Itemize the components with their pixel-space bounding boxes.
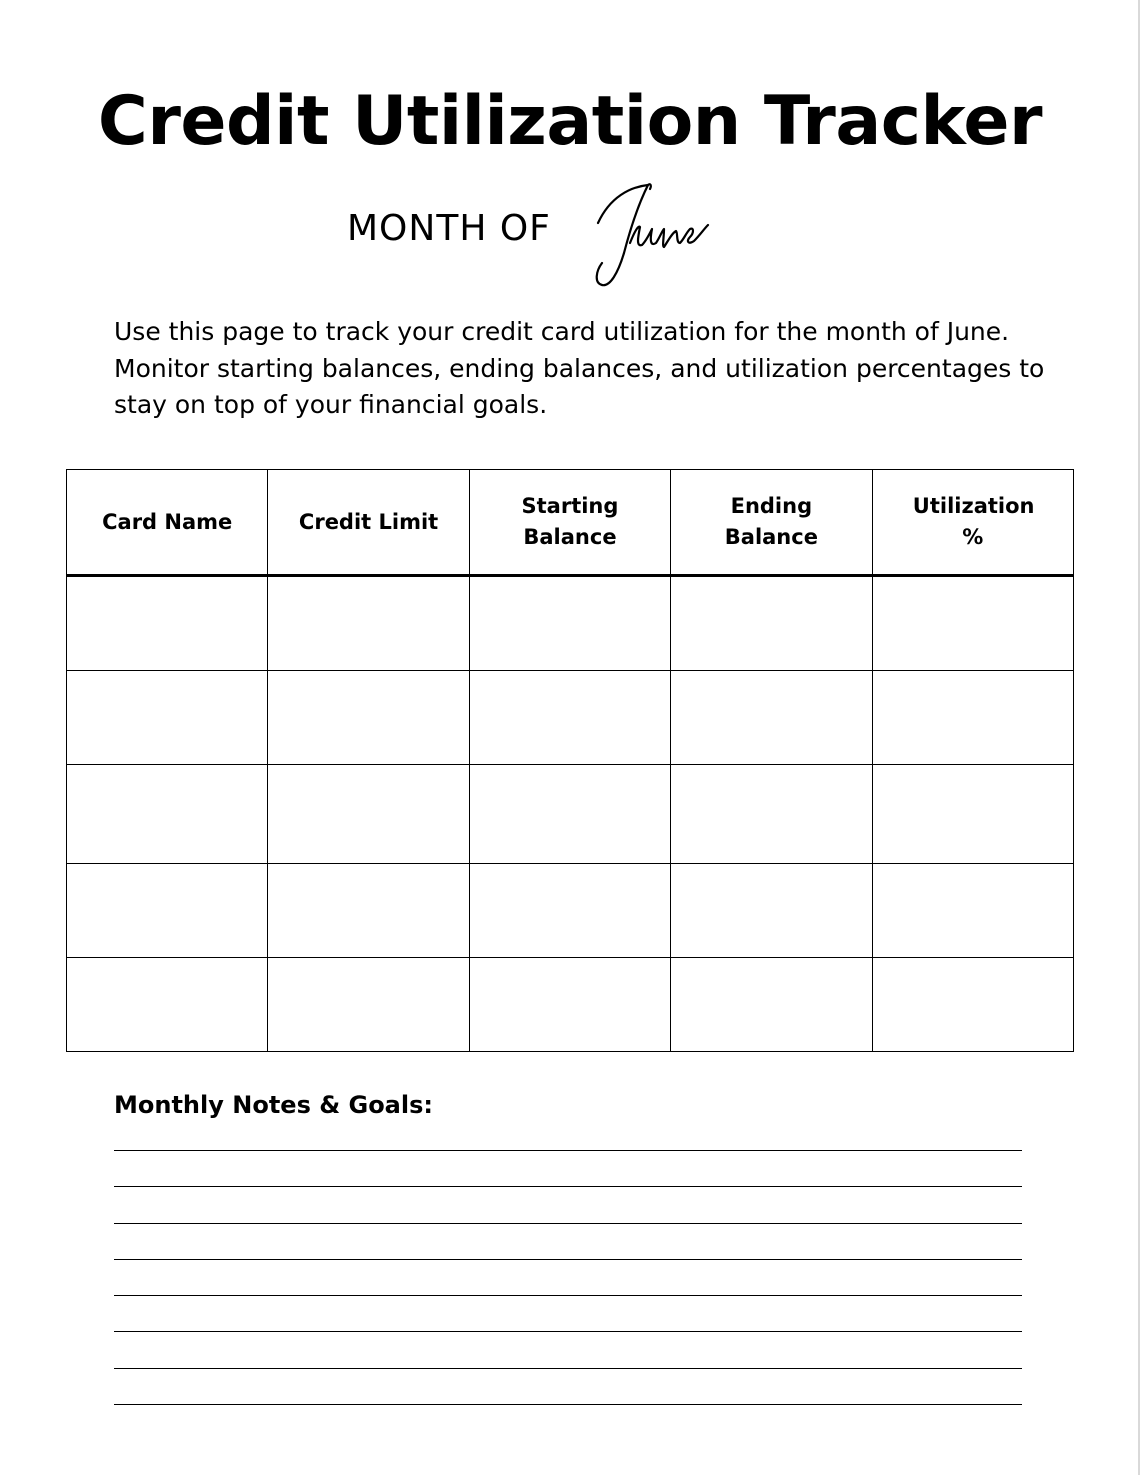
table-cell[interactable]: [469, 576, 670, 671]
table-cell[interactable]: [469, 958, 670, 1052]
month-heading: [0, 175, 1140, 295]
header-utilization: Utilization %: [872, 470, 1073, 576]
table-cell[interactable]: [268, 958, 469, 1052]
table-cell[interactable]: [268, 765, 469, 864]
table-cell[interactable]: [67, 765, 268, 864]
intro-paragraph: Use this page to track your credit card utilization for the month of June. Monitor starting balances, ending balances, and utilization percentages to stay on top of your financial goals.: [114, 317, 1045, 419]
table-cell[interactable]: [671, 958, 872, 1052]
utilization-table: [66, 469, 1074, 1052]
table-row: [67, 576, 1074, 671]
table-cell[interactable]: [268, 671, 469, 765]
notes-heading: Monthly Notes & Goals:: [114, 1091, 433, 1119]
month-label: MONTH OF: [347, 208, 551, 249]
table-row: [67, 864, 1074, 958]
table-cell[interactable]: [872, 958, 1073, 1052]
table-cell[interactable]: [671, 576, 872, 671]
table-cell[interactable]: [671, 864, 872, 958]
table-cell[interactable]: [872, 864, 1073, 958]
table-row: [67, 958, 1074, 1052]
header-credit-limit: Credit Limit: [268, 470, 469, 576]
header-ending-balance: Ending Balance: [671, 470, 872, 576]
table-cell[interactable]: [872, 576, 1073, 671]
page-title: Credit Utilization Tracker: [97, 82, 1043, 161]
table-row: [67, 671, 1074, 765]
note-line[interactable]: [114, 1368, 1022, 1404]
table-cell[interactable]: [671, 671, 872, 765]
header-card-name: Card Name: [67, 470, 268, 576]
table-cell[interactable]: [268, 864, 469, 958]
note-line[interactable]: [114, 1223, 1022, 1259]
table-cell[interactable]: [268, 576, 469, 671]
table-cell[interactable]: [67, 576, 268, 671]
table-cell[interactable]: [67, 864, 268, 958]
note-line[interactable]: [114, 1150, 1022, 1186]
table-cell[interactable]: [469, 765, 670, 864]
notes-lines: [114, 1150, 1022, 1440]
note-line[interactable]: [114, 1331, 1022, 1367]
table-cell[interactable]: [67, 671, 268, 765]
note-line[interactable]: [114, 1295, 1022, 1331]
table-cell[interactable]: [872, 671, 1073, 765]
table-row: [67, 765, 1074, 864]
table-cell[interactable]: [872, 765, 1073, 864]
table-cell[interactable]: [469, 864, 670, 958]
month-name-script: [590, 175, 725, 293]
table-cell[interactable]: [67, 958, 268, 1052]
table-header-row: [67, 470, 1074, 576]
note-line[interactable]: [114, 1404, 1022, 1440]
header-starting-balance: Starting Balance: [469, 470, 670, 576]
table-cell[interactable]: [671, 765, 872, 864]
table-cell[interactable]: [469, 671, 670, 765]
note-line[interactable]: [114, 1259, 1022, 1295]
note-line[interactable]: [114, 1186, 1022, 1222]
